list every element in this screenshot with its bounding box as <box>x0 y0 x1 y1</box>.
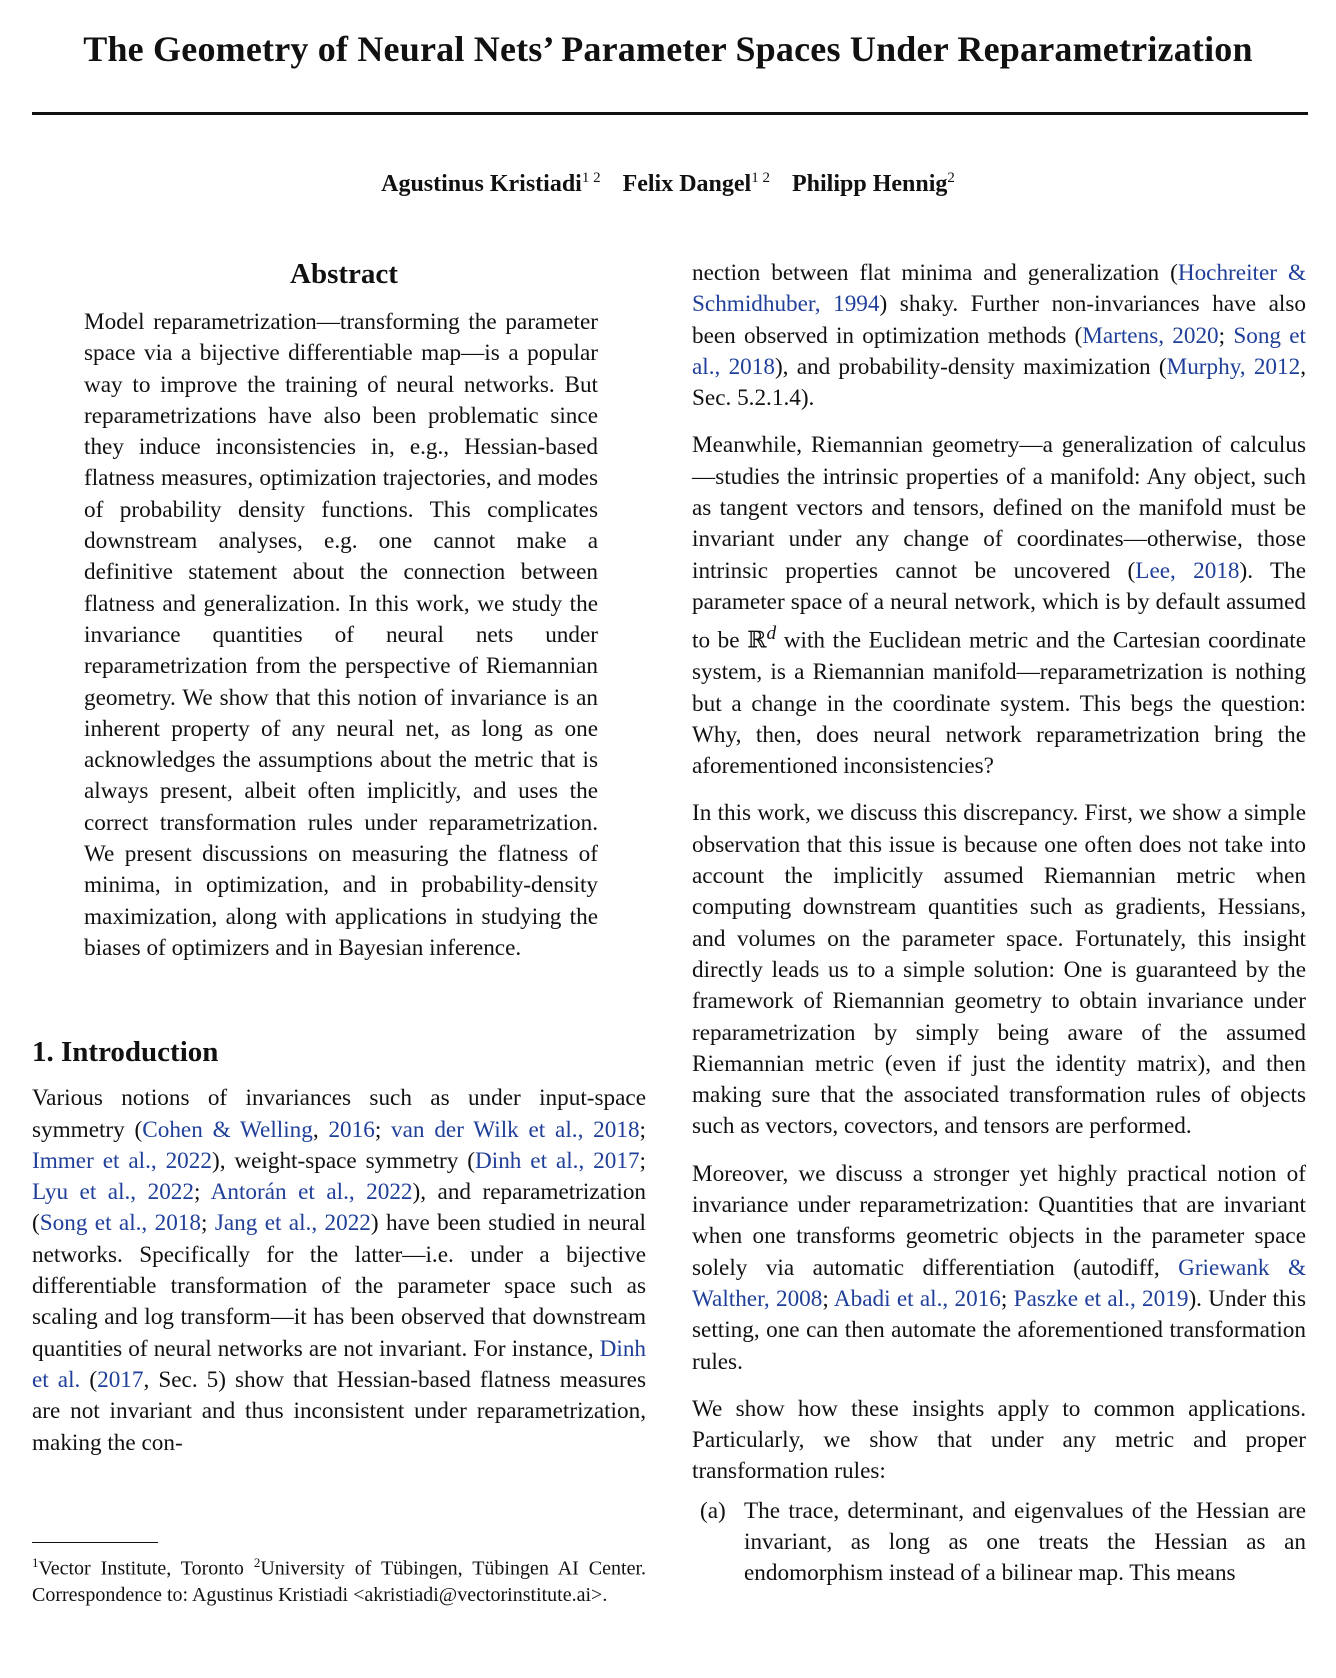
author-name: Philipp Hennig <box>791 171 948 197</box>
intro-paragraph-3: In this work, we discuss this discrepancy. First, we show a simple observation that this issue is because one often does not take into account the implicitly assumed Riemannian metric when computing downstream quantities such as gradients, Hessians, and volumes on the parameter space. Fortunately, this insight directly leads us to a simple solution: One is guaranteed by the framework of Riemannian geometry to obtain invariance under reparametrization by simply being aware of the assumed Riemannian metric (even if just the identity matrix), and then making sure that the associated transformation rules of objects such as vectors, covectors, and tensors are performed. <box>692 800 1306 1140</box>
author <box>381 171 600 197</box>
list-item-label: (a) <box>700 1497 726 1524</box>
text-run: ), and probability-density maximization ( <box>774 353 1167 380</box>
citation-link[interactable]: Song et al., 2018 <box>39 1210 201 1237</box>
citation-link[interactable]: Paszke et al., 2019 <box>1013 1285 1189 1312</box>
text-run: ). The parameter space of a neural network, which is by default assumed to be <box>692 557 1306 654</box>
citation-link[interactable]: Jang et al., 2022 <box>214 1210 371 1237</box>
left-column <box>32 258 646 1475</box>
text-run: ; <box>639 1116 646 1143</box>
text-run: , Sec. 5) show that Hessian-based flatness measures are not invariant and thus inconsistent under reparametrization, making the con- <box>32 1366 646 1456</box>
text-run: ; <box>193 1179 211 1206</box>
text-run: nection between flat minima and generalization ( <box>692 260 1178 286</box>
text-run: ; <box>374 1116 392 1143</box>
text-run: ; <box>200 1210 215 1237</box>
text-run: Moreover, we discuss a stronger yet highly practical notion of invariance under reparametrization: Quantities that are invariant when one transforms geometric objects in the parameter space solely via automatic differentiation (autodiff, <box>692 1160 1306 1281</box>
citation-link[interactable]: van der Wilk et al., 2018 <box>391 1116 640 1143</box>
text-run: , Sec. 5.2.1.4). <box>692 353 1307 412</box>
footnote-mark: 2 <box>253 1555 261 1570</box>
text-run: ; <box>639 1147 646 1174</box>
citation-link[interactable]: 2017 <box>97 1366 144 1393</box>
text-run: ) have been studied in neural networks. Specifically for the latter—i.e. under a bijective differentiable transformation of the parameter space such as scaling and log transform—it has been observed that downstream quantities of neural networks are not invariant. For instance, <box>32 1210 646 1362</box>
text-run: ), and reparametrization ( <box>32 1179 647 1237</box>
intro-paragraph-4 <box>692 1159 1306 1378</box>
abstract-heading: Abstract <box>290 258 398 290</box>
section-heading-introduction: 1. Introduction <box>32 1036 219 1069</box>
footnote-mark: 1 <box>32 1555 39 1570</box>
author-affiliation: 1 2 <box>581 170 601 186</box>
citation-link[interactable]: Abadi et al., 2016 <box>833 1285 1001 1312</box>
author-name: Felix Dangel <box>622 171 752 197</box>
citation-link[interactable]: Martens, 2020 <box>1082 322 1219 349</box>
citation-link[interactable]: Lee, 2018 <box>1135 557 1240 584</box>
citation-link[interactable]: Dinh et al., 2017 <box>475 1147 640 1174</box>
text-run: ). Under this setting, one can then automate the aforementioned transformation rules. <box>692 1285 1307 1375</box>
footnote-rule <box>32 1542 158 1543</box>
author-affiliation: 1 2 <box>751 170 770 186</box>
right-column <box>692 258 1306 1590</box>
author-affiliation: 2 <box>947 170 955 186</box>
citation-link[interactable]: Immer et al., 2022 <box>32 1147 212 1174</box>
text-run: with the Euclidean metric and the Cartesian coordinate system, is a Riemannian manifold—reparametrization is nothing but a change in the coordinate system. This begs the question: Why, then, does neural network reparametrization bring the aforementioned inconsistencies? <box>692 628 1306 780</box>
citation-link[interactable]: Dinh et al. <box>32 1335 646 1393</box>
citation-link[interactable]: Antorán et al., 2022 <box>210 1179 413 1206</box>
text-run: ), weight-space symmetry ( <box>211 1147 475 1174</box>
citation-link[interactable]: Cohen & Welling <box>142 1116 313 1143</box>
paper-title: The Geometry of Neural Nets’ Parameter Spaces Under Reparametrization <box>83 29 1253 69</box>
text-run: ( <box>80 1366 98 1393</box>
author-name: Agustinus Kristiadi <box>381 171 582 197</box>
footnote <box>32 1550 646 1608</box>
citation-link[interactable]: Song et al., 2018 <box>692 322 1306 380</box>
author-list <box>0 170 1336 198</box>
text-run: ) shaky. Further non-invariances have also been observed in optimization methods ( <box>692 291 1306 349</box>
list-item-text: The trace, determinant, and eigenvalues of the Hessian are invariant, as long as one treats the Hessian as an endomorphism instead of a bilinear map. This means <box>744 1497 1306 1587</box>
intro-paragraph-5: We show how these insights apply to common applications. Particularly, we show that under any metric and proper transformation rules: <box>692 1395 1306 1485</box>
list-item <box>692 1496 1306 1590</box>
text-run: Various notions of invariances such as under input-space symmetry ( <box>32 1085 646 1143</box>
footnote-text: Vector Institute, Toronto <box>38 1557 254 1580</box>
text-run: ; <box>822 1285 834 1312</box>
intro-paragraph-2 <box>692 430 1306 782</box>
text-run: , <box>312 1116 329 1143</box>
abstract-text: Model reparametrization—transforming the parameter space via a bijective differentiable map—is a popular way to improve the training of neural networks. But reparametrizations have also been problematic since they induce inconsistencies in, e.g., Hessian-based flatness measures, optimization trajectories, and modes of probability density functions. This complicates downstream analyses, e.g. one cannot make a definitive statement about the connection between flatness and generalization. In this work, we study the invariance quantities of neural nets under reparametrization from the perspective of Riemannian geometry. We show that this notion of invariance is an inherent property of any neural net, as long as one acknowledges the assumptions about the metric that is always present, albeit often implicitly, and uses the correct transformation rules under reparametrization. We present discussions on measuring the flatness of minima, in optimization, and in probability-density maximization, along with applications in studying the biases of optimizers and in Bayesian inference. <box>84 309 598 961</box>
text-run: Meanwhile, Riemannian geometry—a generalization of calculus—studies the intrinsic properties of a manifold: Any object, such as tangent vectors and tensors, defined on the manifold must be invariant under any change of coordinates—otherwise, those intrinsic properties cannot be uncovered ( <box>692 432 1306 584</box>
intro-paragraph-1 <box>32 1083 646 1459</box>
title-rule <box>32 112 1308 115</box>
author <box>792 171 955 197</box>
author <box>623 171 770 197</box>
intro-paragraph-1-continued <box>692 258 1306 414</box>
citation-link[interactable]: Hochreiter & Schmidhuber, 1994 <box>692 260 1307 318</box>
citation-link[interactable]: Murphy, 2012 <box>1166 353 1301 380</box>
footnote-text: University of Tübingen, Tübingen AI Center. Correspondence to: Agustinus Kristiadi <akristiadi@vectorinstitute.ai>. <box>32 1557 646 1606</box>
text-run: ; <box>1000 1285 1014 1312</box>
math-symbol-real-numbers: ℝ <box>747 627 767 654</box>
citation-link[interactable]: Lyu et al., 2022 <box>32 1179 194 1206</box>
citation-link[interactable]: Griewank & Walther, 2008 <box>692 1254 1306 1312</box>
math-superscript: d <box>766 623 777 645</box>
citation-link[interactable]: 2016 <box>328 1116 375 1143</box>
text-run: ; <box>1218 322 1234 349</box>
